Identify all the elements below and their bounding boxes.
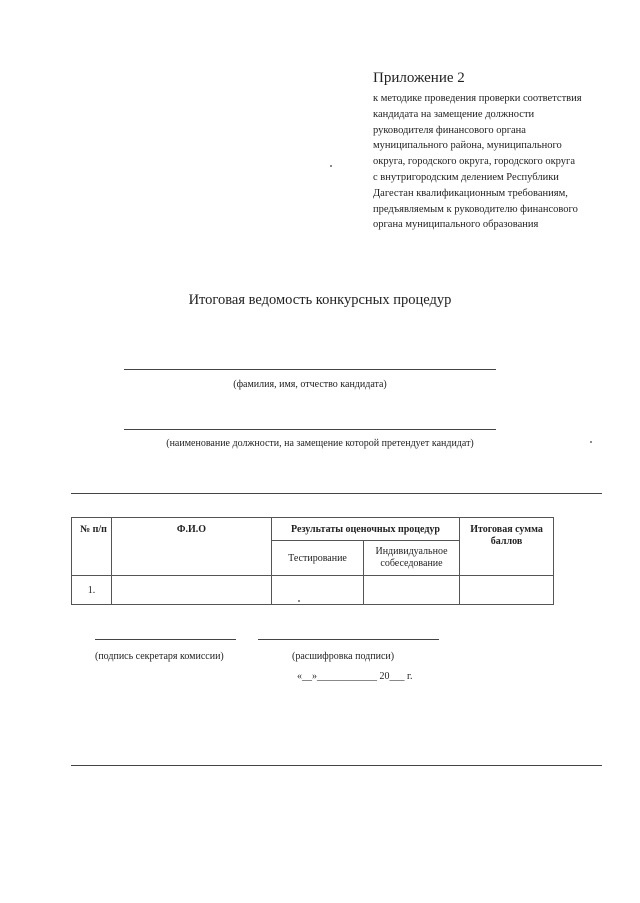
appendix-line: Дагестан квалификационным требованиям,: [373, 187, 568, 199]
scan-speck: [330, 165, 332, 167]
header-number: № п/п: [72, 518, 112, 576]
appendix-line: муниципального района, муниципального: [373, 140, 562, 152]
appendix-line: к методике проведения проверки соответствия: [373, 93, 582, 104]
row-number: 1.: [72, 576, 112, 605]
row-name: [112, 576, 272, 605]
candidate-name-line: [124, 369, 496, 370]
document-title: Итоговая ведомость конкурсных процедур: [188, 292, 452, 308]
appendix-line: органа муниципального образования: [373, 219, 539, 231]
appendix-line: руководителя финансового органа: [373, 124, 526, 136]
secretary-signature-caption: (подпись секретаря комиссии): [95, 651, 224, 662]
appendix-title: Приложение 2: [373, 70, 465, 86]
signature-decoding-line: [258, 639, 439, 640]
table-row: [72, 576, 554, 605]
scan-speck: [298, 600, 300, 602]
header-testing: Тестирование: [272, 541, 364, 576]
appendix-line: округа, городского округа, городского округа: [373, 156, 576, 168]
results-table: [71, 517, 554, 605]
header-results: Результаты оценочных процедур: [272, 518, 460, 541]
header-name: Ф.И.О: [112, 518, 272, 576]
position-line: [124, 429, 496, 430]
row-testing: [272, 576, 364, 605]
bottom-separator-line: [71, 765, 602, 766]
candidate-name-caption: (фамилия, имя, отчество кандидата): [233, 379, 387, 390]
header-interview: Индивидуальное собеседование: [364, 541, 460, 576]
secretary-signature-line: [95, 639, 236, 640]
appendix-line: кандидата на замещение должности: [373, 108, 535, 120]
row-interview: [364, 576, 460, 605]
appendix-line: предъявляемым к руководителю финансового: [373, 203, 578, 215]
date-line: «__»____________ 20___ г.: [297, 671, 413, 682]
scan-speck: [590, 441, 592, 443]
header-total: Итоговая сумма баллов: [460, 518, 554, 576]
signature-decoding-caption: (расшифровка подписи): [292, 651, 395, 662]
separator-line: [71, 493, 602, 494]
appendix-description: [373, 91, 613, 233]
position-caption: (наименование должности, на замещение которой претендует кандидат): [166, 438, 474, 449]
row-total: [460, 576, 554, 605]
appendix-line: с внутригородским делением Республики: [373, 171, 559, 183]
